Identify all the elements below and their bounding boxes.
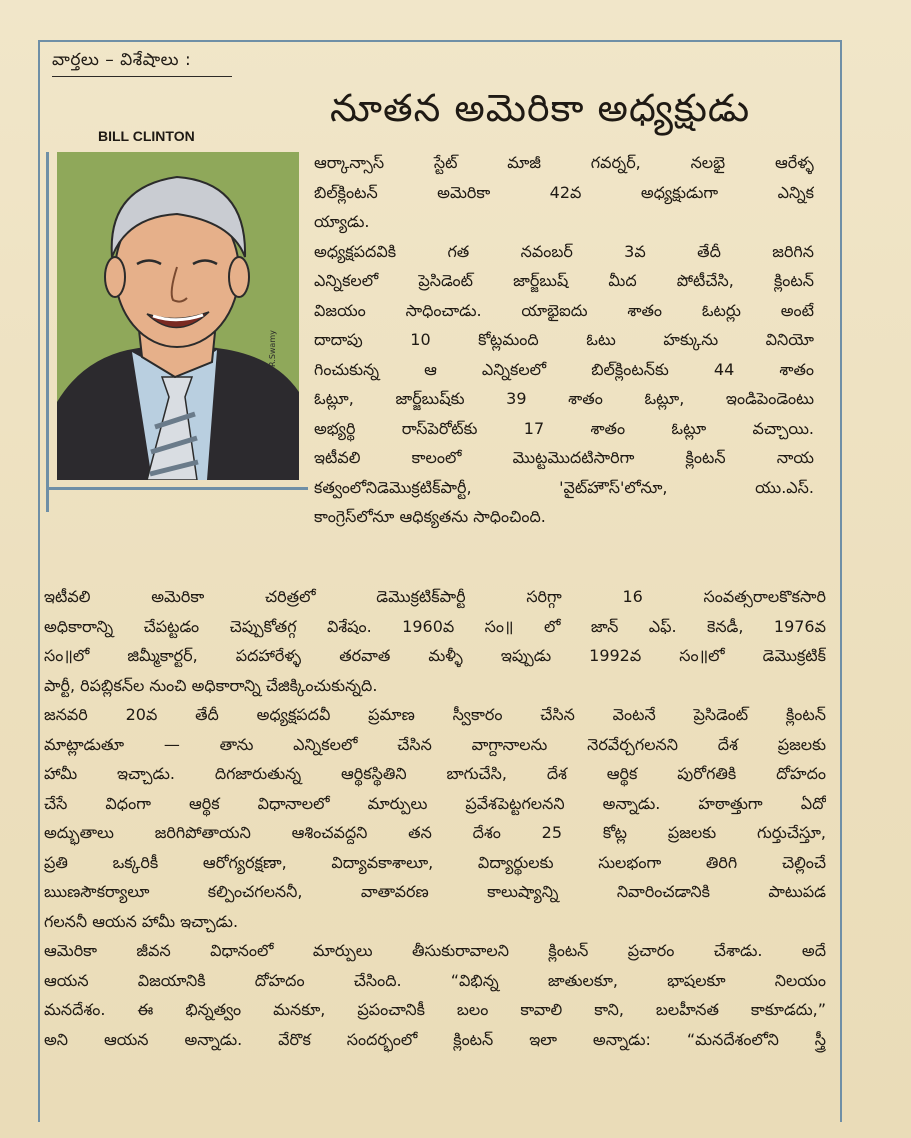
body-column: [44, 582, 826, 1054]
portrait-caption: BILL CLINTON: [98, 128, 195, 144]
portrait-vertical-rule: [46, 152, 49, 512]
text-line: అని ఆయన అన్నాడు. వేరొక సందర్భంలో క్లింటన్ ఇలా అన్నాడు: “మనదేశంలోని స్త్రీ: [44, 1029, 826, 1049]
intro-column: [314, 148, 814, 532]
text-line: ఇటీవలి అమెరికా చరిత్రలో డెమొక్రటిక్‌పార్టీ సరిగ్గా 16 సంవత్సరాలకొకసారి: [44, 587, 826, 606]
section-label-underline: [52, 76, 232, 77]
text-line: ఆమెరికా జీవన విధానంలో మార్పులు తీసుకురావాలని క్లింటన్ ప్రచారం చేశాడు. అదే: [44, 941, 826, 960]
text-line: ఆర్కాన్సాస్ స్టేట్ మాజీ గవర్నర్, నలభై ఆరేళ్ళ: [314, 153, 814, 172]
text-line: విజయం సాధించాడు. యాభైఐదు శాతం ఓటర్లు అంటే: [314, 300, 814, 320]
text-line: హామీ ఇచ్చాడు. దిగజారుతున్న ఆర్థికస్థితిని బాగుచేసి, దేశ ఆర్థిక పురోగతికి దోహదం: [44, 764, 826, 783]
article-headline: నూతన అమెరికా అధ్యక్షుడు: [330, 86, 751, 130]
text-line: య్యాడు.: [314, 212, 370, 231]
text-line: గలననీ ఆయన హామీ ఇచ్చాడు.: [44, 911, 239, 931]
text-line: అభ్యర్థి రాస్‌పెరోట్‌కు 17 శాతం ఓట్లూ వచ్చాయి.: [314, 418, 814, 438]
portrait-horizontal-rule: [46, 487, 308, 490]
text-line: కత్వంలోనిడెమొక్రటిక్‌పార్టీ, 'వైట్‌హౌస్'లోనూ, యు.ఎస్.: [314, 477, 814, 497]
text-line: ఆయన విజయానికి దోహదం చేసింది. “విభిన్న జాతులకూ, భాషలకూ నిలయం: [44, 970, 826, 990]
text-line: చేసే విధంగా ఆర్థిక విధానాలలో మార్పులు ప్రవేశపెట్టగలనని అన్నాడు. హఠాత్తుగా ఏదో: [44, 793, 826, 813]
text-line: ఋణసౌకర్యాలూ కల్పించగలననీ, వాతావరణ కాలుష్యాన్ని నివారించడానికి పాటుపడ: [44, 882, 826, 901]
text-line: దాదాపు 10 కోట్లమంది ఓటు హక్కును వినియో: [314, 330, 814, 349]
text-line: ఎన్నికలలో ప్రెసిడెంట్ జార్జ్‌బుష్ మీద పోటీచేసి, క్లింటన్: [314, 271, 814, 290]
text-line: అద్భుతాలు జరిగిపోతాయని ఆశించవద్దని తన దేశం 25 కోట్ల ప్రజలకు గుర్తుచేస్తూ,: [44, 823, 826, 842]
text-line: మాట్లాడుతూ — తాను ఎన్నికలలో చేసిన వాగ్దానాలను నెరవేర్చగలనని దేశ ప్రజలకు: [44, 734, 826, 754]
text-line: గించుకున్న ఆ ఎన్నికలలో బిల్‌క్లింటన్‌కు 44 శాతం: [314, 359, 814, 379]
text-line: జనవరి 20వ తేదీ అధ్యక్షపదవీ ప్రమాణ స్వీకారం చేసిన వెంటనే ప్రెసిడెంట్ క్లింటన్: [44, 705, 826, 724]
text-line: అధ్యక్షపదవికి గత నవంబర్ 3వ తేదీ జరిగిన: [314, 241, 814, 261]
text-line: మనదేశం. ఈ భిన్నత్వం మనకూ, ప్రపంచానికీ బలం కావాలి కాని, బలహీనత కాకూడదు,”: [44, 1000, 826, 1019]
portrait-drawing: [57, 152, 299, 480]
artist-signature: R.Swamy: [268, 330, 277, 367]
text-line: ప్రతి ఒక్కరికీ ఆరోగ్యరక్షణా, విద్యావకాశాలూ, విద్యార్థులకు సులభంగా తిరిగి చెల్లించే: [44, 852, 826, 872]
portrait-illustration: [57, 152, 299, 480]
right-ear: [229, 257, 249, 297]
section-label: వార్తలు – విశేషాలు :: [52, 50, 192, 70]
text-line: అధికారాన్ని చేపట్టడం చెప్పుకోతగ్గ విశేషం. 1960వ సం॥ లో జాన్ ఎఫ్. కెనడీ, 1976వ: [44, 616, 826, 636]
text-line: కాంగ్రెస్‌లోనూ ఆధిక్యతను సాధించింది.: [314, 507, 546, 526]
text-line: బిల్‌క్లింటన్ అమెరికా 42వ అధ్యక్షుడుగా ఎన్నిక: [314, 182, 814, 202]
text-line: సం॥లో జిమ్మీకార్టర్, పదహారేళ్ళ తరవాత మళ్ళీ ఇప్పుడు 1992వ సం॥లో డెమొక్రటిక్: [44, 646, 826, 665]
text-line: ఓట్లూ, జార్జ్‌బుష్‌కు 39 శాతం ఓట్లూ, ఇండిపెండెంటు: [314, 389, 814, 408]
left-ear: [105, 257, 125, 297]
text-line: ఇటీవలి కాలంలో మొట్టమొదటిసారిగా క్లింటన్ నాయ: [314, 448, 814, 467]
text-line: పార్టీ, రిపబ్లికన్‌ల నుంచి అధికారాన్ని చేజిక్కించుకున్నది.: [44, 675, 378, 695]
